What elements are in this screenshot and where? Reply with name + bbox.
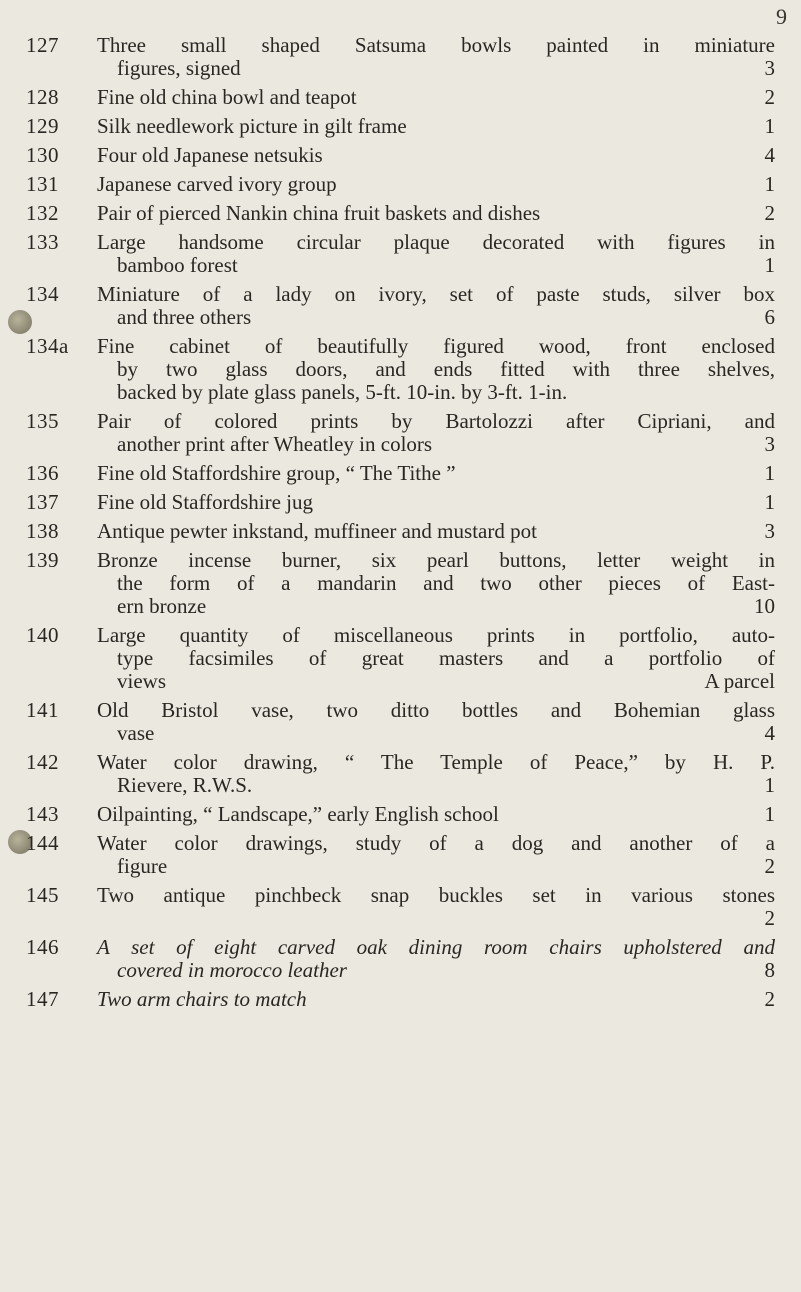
description-line: covered in morocco leather (117, 958, 347, 982)
lot-entry (0, 988, 801, 1011)
lot-quantity: 1 (764, 253, 775, 277)
description-line: Pair of pierced Nankin china fruit baskets and dishes (97, 201, 541, 225)
description-line: Antique pewter inkstand, muffineer and mustard pot (97, 519, 537, 543)
description-line: Japanese carved ivory group (97, 172, 337, 196)
lot-quantity: 1 (764, 490, 775, 514)
description-line: Fine old china bowl and teapot (97, 85, 357, 109)
lot-number: 127 (26, 33, 59, 57)
lot-entry (0, 34, 801, 80)
description-line: the form of a mandarin and two other pieces of East- (117, 571, 775, 595)
lot-entry (0, 699, 801, 745)
lot-quantity: 1 (764, 461, 775, 485)
lot-number: 141 (26, 698, 59, 722)
description-line: Rievere, R.W.S. (117, 773, 253, 797)
description-line: Large quantity of miscellaneous prints in portfolio, auto- (97, 623, 775, 647)
description-line: figure (117, 854, 168, 878)
lot-quantity: 1 (764, 773, 775, 797)
lot-quantity: 3 (764, 519, 775, 543)
lot-quantity: 4 (764, 721, 775, 745)
description-line: Fine old Staffordshire group, “ The Tithe ” (97, 461, 456, 485)
lot-description (97, 86, 775, 109)
description-line: figures, signed (117, 56, 241, 80)
lot-quantity: 3 (764, 56, 775, 80)
description-line: bamboo forest (117, 253, 238, 277)
lot-quantity: 6 (764, 305, 775, 329)
page-number: 9 (776, 4, 787, 29)
description-line: another print after Wheatley in colors (117, 432, 433, 456)
lot-number: 136 (26, 461, 59, 485)
lot-description (97, 115, 775, 138)
description-line: Four old Japanese netsukis (97, 143, 323, 167)
lot-quantity: 2 (764, 854, 775, 878)
lot-description (97, 751, 775, 797)
lot-entry (0, 624, 801, 693)
lot-number: 137 (26, 490, 59, 514)
lot-entry (0, 936, 801, 982)
lot-quantity: 3 (764, 432, 775, 456)
lot-number: 140 (26, 623, 59, 647)
lot-quantity: 1 (764, 802, 775, 826)
description-line: views (117, 669, 166, 693)
lot-description (97, 462, 775, 485)
lot-number: 143 (26, 802, 59, 826)
lot-number: 128 (26, 85, 59, 109)
description-line: Large handsome circular plaque decorated with figures in (97, 230, 775, 254)
description-line: Two antique pinchbeck snap buckles set in various stones (97, 883, 775, 907)
lot-quantity: 1 (764, 172, 775, 196)
lot-entry (0, 173, 801, 196)
lot-description (97, 335, 775, 404)
lot-description (97, 936, 775, 982)
description-line: Miniature of a lady on ivory, set of paste studs, silver box (97, 282, 775, 306)
lot-description (97, 549, 775, 618)
lot-description (97, 988, 775, 1011)
lot-number: 134 (26, 282, 59, 306)
lot-number: 139 (26, 548, 59, 572)
lot-entry (0, 549, 801, 618)
description-line: Silk needlework picture in gilt frame (97, 114, 407, 138)
lot-entry (0, 283, 801, 329)
lot-number: 138 (26, 519, 59, 543)
lot-quantity: 2 (764, 987, 775, 1011)
lot-number: 129 (26, 114, 59, 138)
description-line: backed by plate glass panels, 5-ft. 10-in. by 3-ft. 1-in. (117, 380, 568, 404)
lot-entry (0, 231, 801, 277)
lot-number: 146 (26, 935, 59, 959)
description-line: A set of eight carved oak dining room chairs upholstered and (97, 935, 775, 959)
description-line: Water color drawings, study of a dog and another of a (97, 831, 775, 855)
lot-entry (0, 410, 801, 456)
lot-number: 131 (26, 172, 59, 196)
description-line: Three small shaped Satsuma bowls painted in miniature (97, 33, 775, 57)
lot-entry (0, 335, 801, 404)
lot-number: 147 (26, 987, 59, 1011)
lot-quantity: 8 (764, 958, 775, 982)
description-line: type facsimiles of great masters and a portfolio of (117, 646, 775, 670)
description-line: by two glass doors, and ends fitted with three shelves, (117, 357, 775, 381)
lot-number: 134a (26, 334, 69, 358)
lot-entry (0, 884, 801, 930)
description-line: Pair of colored prints by Bartolozzi after Cipriani, and (97, 409, 775, 433)
description-line: Fine cabinet of beautifully figured wood, front enclosed (97, 334, 775, 358)
lot-quantity: 2 (764, 85, 775, 109)
lot-entry (0, 86, 801, 109)
lot-number: 142 (26, 750, 59, 774)
lot-number: 135 (26, 409, 59, 433)
lot-number: 130 (26, 143, 59, 167)
lot-description (97, 410, 775, 456)
lot-description (97, 34, 775, 80)
lot-entry (0, 832, 801, 878)
description-line: vase (117, 721, 155, 745)
lot-description (97, 231, 775, 277)
lot-quantity: 4 (764, 143, 775, 167)
lot-list (0, 34, 801, 1017)
lot-entry (0, 751, 801, 797)
lot-description (97, 202, 775, 225)
lot-entry (0, 803, 801, 826)
lot-description (97, 624, 775, 693)
lot-description (97, 491, 775, 514)
description-line: Old Bristol vase, two ditto bottles and Bohemian glass (97, 698, 775, 722)
lot-description (97, 144, 775, 167)
description-line: and three others (117, 305, 252, 329)
lot-description (97, 520, 775, 543)
description-line: Two arm chairs to match (97, 987, 307, 1011)
lot-description (97, 699, 775, 745)
description-line: Oilpainting, “ Landscape,” early English school (97, 802, 499, 826)
lot-number: 132 (26, 201, 59, 225)
description-line: ern bronze (117, 594, 207, 618)
lot-number: 145 (26, 883, 59, 907)
lot-description (97, 884, 775, 930)
lot-quantity: 2 (764, 906, 775, 930)
lot-entry (0, 144, 801, 167)
lot-entry (0, 462, 801, 485)
lot-quantity: 10 (754, 594, 775, 618)
description-line (97, 907, 775, 930)
lot-number: 133 (26, 230, 59, 254)
lot-entry (0, 491, 801, 514)
lot-description (97, 832, 775, 878)
lot-quantity: 2 (764, 201, 775, 225)
lot-description (97, 803, 775, 826)
lot-description (97, 173, 775, 196)
description-line: Bronze incense burner, six pearl buttons, letter weight in (97, 548, 775, 572)
description-line: Water color drawing, “ The Temple of Peace,” by H. P. (97, 750, 775, 774)
lot-description (97, 283, 775, 329)
lot-entry (0, 115, 801, 138)
lot-number: 144 (26, 831, 59, 855)
lot-entry (0, 202, 801, 225)
lot-entry (0, 520, 801, 543)
description-line: Fine old Staffordshire jug (97, 490, 314, 514)
lot-quantity: 1 (764, 114, 775, 138)
lot-quantity: A parcel (704, 669, 775, 693)
